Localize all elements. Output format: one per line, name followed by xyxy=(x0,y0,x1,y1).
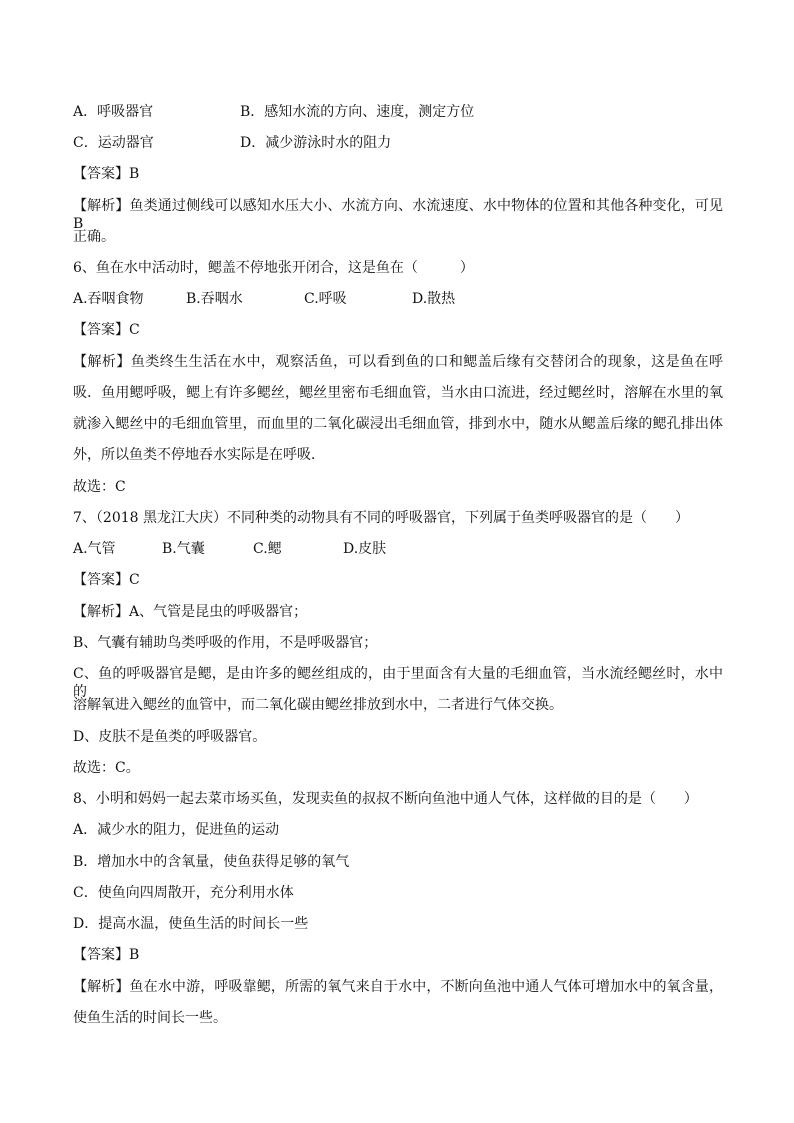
q7-conclusion: 故选：C。 xyxy=(73,760,140,776)
q7-option-c: C.鳃 xyxy=(253,541,282,557)
q8-analysis-line-1: 【解析】鱼在水中游，呼吸靠鳃，所需的氧气来自于水中，不断向鱼池中通人气体可增加水中的氧含量， xyxy=(73,979,723,995)
q6-analysis-line-2: 吸．鱼用鳃呼吸，鳃上有许多鳃丝，鳃丝里密布毛细血管，当水由口流进，经过鳃丝时，溶解在水里的氧 xyxy=(73,385,723,401)
q5-option-a: A．呼吸器官 xyxy=(73,104,154,120)
q7-answer: 【答案】C xyxy=(73,572,140,588)
q7-question: 7、（2018 黑龙江大庆）不同种类的动物具有不同的呼吸器官，下列属于鱼类呼吸器官的是（ ） xyxy=(73,510,689,526)
q5-analysis-line-1: 【解析】鱼类通过侧线可以感知水压大小、水流方向、水流速度、水中物体的位置和其他各种变化，可见B xyxy=(73,198,723,232)
q5-option-c: C．运动器官 xyxy=(73,135,154,151)
q6-analysis-line-4: 外，所以鱼类不停地吞水实际是在呼吸． xyxy=(73,447,325,463)
q7-analysis-c-line-2: 溶解氧进入鳃丝的血管中，而二氧化碳由鳃丝排放到水中，二者进行气体交换。 xyxy=(73,697,563,713)
q5-option-b: B．感知水流的方向、速度，测定方位 xyxy=(240,104,475,120)
q6-option-d: D.散热 xyxy=(412,291,456,307)
q7-option-d: D.皮肤 xyxy=(343,541,387,557)
q7-option-b: B.气囊 xyxy=(162,541,205,557)
q8-option-a: A．减少水的阻力，促进鱼的运动 xyxy=(73,822,280,838)
q8-option-c: C．使鱼向四周散开，充分利用水体 xyxy=(73,885,294,901)
q7-option-a: A.气管 xyxy=(73,541,116,557)
q8-question: 8、小明和妈妈一起去菜市场买鱼，发现卖鱼的叔叔不断向鱼池中通人气体，这样做的目的是（ ） xyxy=(73,791,698,807)
q6-answer: 【答案】C xyxy=(73,322,140,338)
q5-option-d: D．减少游泳时水的阻力 xyxy=(240,135,392,151)
q7-analysis-b: B、气囊有辅助鸟类呼吸的作用，不是呼吸器官； xyxy=(73,635,378,651)
q7-analysis-d: D、皮肤不是鱼类的呼吸器官。 xyxy=(73,729,267,745)
q6-analysis-line-1: 【解析】鱼类终生生活在水中，观察活鱼，可以看到鱼的口和鳃盖后缘有交替闭合的现象，这是鱼在呼 xyxy=(73,354,723,370)
q5-analysis-line-2: 正确。 xyxy=(73,229,115,245)
q6-option-c: C.呼吸 xyxy=(304,291,347,307)
q6-option-a: A.吞咽食物 xyxy=(73,291,144,307)
q6-question: 6、鱼在水中活动时，鳃盖不停地张开闭合，这是鱼在（ ） xyxy=(73,260,474,276)
q7-analysis-c-line-1: C、鱼的呼吸器官是鳃，是由许多的鳃丝组成的，由于里面含有大量的毛细血管，当水流经鳃丝时，水中的 xyxy=(73,666,723,700)
q6-conclusion: 故选：C xyxy=(73,479,126,495)
q5-answer: 【答案】B xyxy=(73,166,140,182)
q8-analysis-line-2: 使鱼生活的时间长一些。 xyxy=(73,1010,227,1026)
q8-option-d: D．提高水温，使鱼生活的时间长一些 xyxy=(73,916,309,932)
q8-answer: 【答案】B xyxy=(73,947,140,963)
q8-option-b: B．增加水中的含氧量，使鱼获得足够的氧气 xyxy=(73,854,350,870)
q6-option-b: B.吞咽水 xyxy=(186,291,243,307)
q6-analysis-line-3: 就渗入鳃丝中的毛细血管里，而血里的二氧化碳浸出毛细血管，排到水中，随水从鳃盖后缘的鳃孔排出体 xyxy=(73,416,723,432)
q7-analysis-a: 【解析】A、气管是昆虫的呼吸器官； xyxy=(73,604,308,620)
